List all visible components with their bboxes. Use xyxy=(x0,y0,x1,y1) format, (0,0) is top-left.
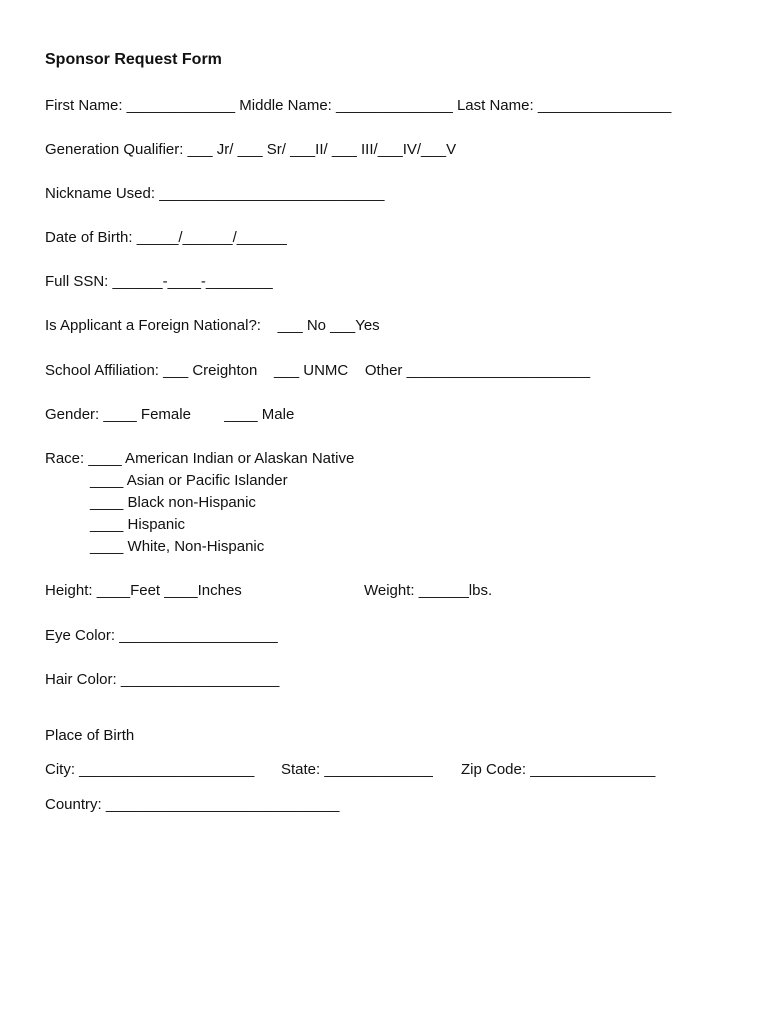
race-option: ____ Black non-Hispanic xyxy=(90,494,256,511)
weight-line: Weight: ______lbs. xyxy=(364,582,493,599)
zip-code-line: Zip Code: _______________ xyxy=(461,761,656,778)
gender-line: Gender: ____ Female ____ Male xyxy=(45,406,295,423)
country-line: Country: ____________________________ xyxy=(45,796,340,813)
height-line: Height: ____Feet ____Inches xyxy=(45,582,242,599)
state-line: State: _____________ xyxy=(281,761,433,778)
date-of-birth-line: Date of Birth: _____/______/______ xyxy=(45,229,287,246)
form-title: Sponsor Request Form xyxy=(45,51,222,68)
place-of-birth-heading: Place of Birth xyxy=(45,727,135,744)
name-fields-line: First Name: _____________ Middle Name: ______________ Last Name: ________________ xyxy=(45,97,672,114)
ssn-line: Full SSN: ______-____-________ xyxy=(45,273,273,290)
eye-color-line: Eye Color: ___________________ xyxy=(45,627,278,644)
race-line: Race: ____ American Indian or Alaskan Native xyxy=(45,450,355,467)
race-option: ____ White, Non-Hispanic xyxy=(90,538,265,555)
race-option: ____ Hispanic xyxy=(90,516,186,533)
foreign-national-line: Is Applicant a Foreign National?: ___ No ___Yes xyxy=(45,317,380,334)
race-option: ____ Asian or Pacific Islander xyxy=(90,472,288,489)
nickname-line: Nickname Used: ___________________________ xyxy=(45,185,385,202)
hair-color-line: Hair Color: ___________________ xyxy=(45,671,280,688)
school-affiliation-line: School Affiliation: ___ Creighton ___ UNMC Other ______________________ xyxy=(45,362,591,379)
city-line: City: _____________________ xyxy=(45,761,255,778)
generation-qualifier-line: Generation Qualifier: ___ Jr/ ___ Sr/ ___II/ ___ III/___IV/___V xyxy=(45,141,457,158)
